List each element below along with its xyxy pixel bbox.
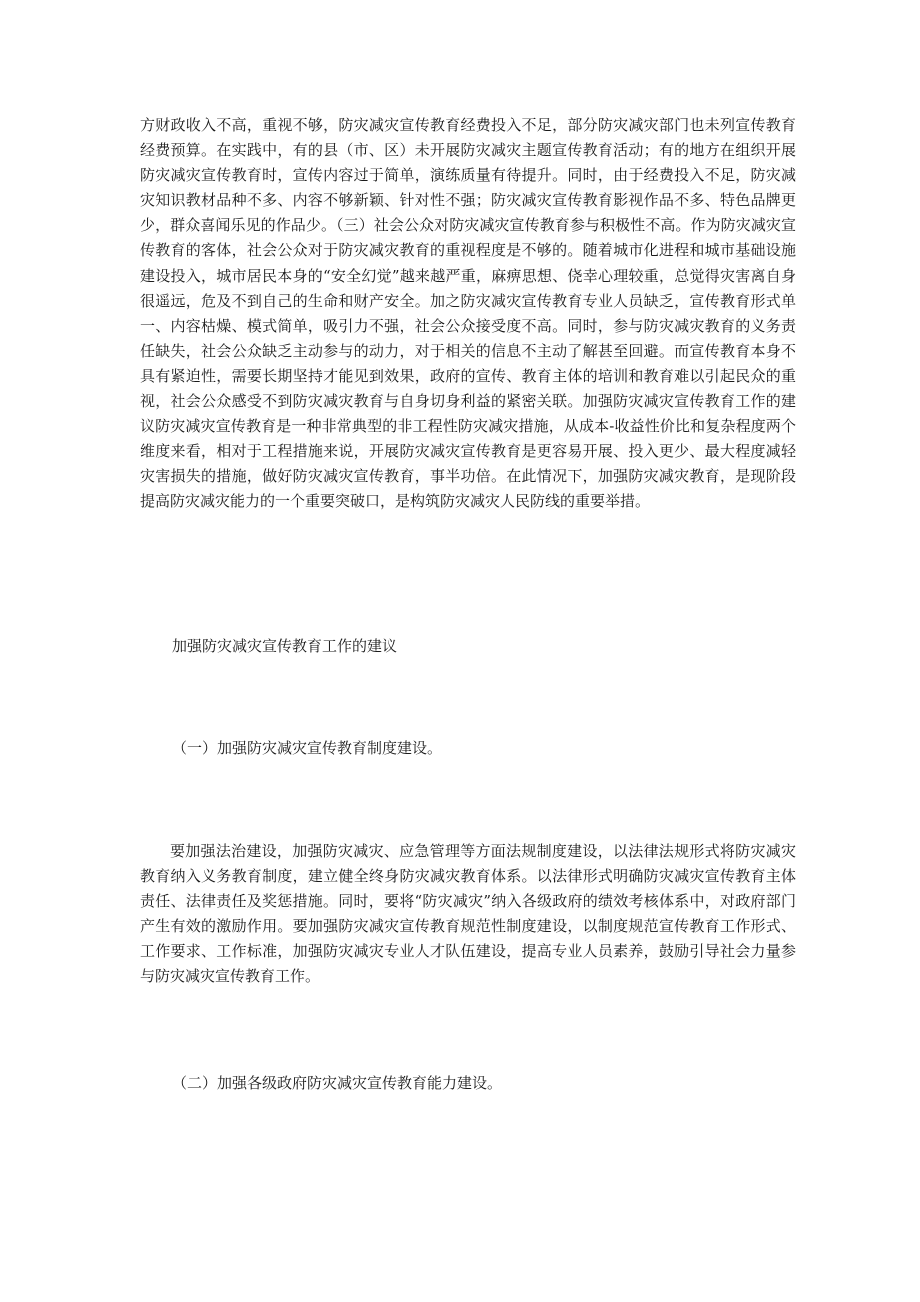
- subsection-heading-2: （二）加强各级政府防灾减灾宣传教育能力建设。: [172, 1074, 503, 1092]
- section-heading: 加强防灾减灾宣传教育工作的建议: [172, 637, 398, 655]
- body-paragraph-1: 方财政收入不高，重视不够，防灾减灾宣传教育经费投入不足，部分防灾减灾部门也未列宣传教育经费预算。在实践中，有的县（市、区）未开展防灾减灾主题宣传教育活动；有的地方在组织开展防灾减灾宣传教育时，宣传内容过于简单，演练质量有待提升。同时，由于经费投入不足，防灾减灾知识教材品种不多、内容不够新颖、针对性不强；防灾减灾宣传教育影视作品不多、特色品牌更少，群众喜闻乐见的作品少。（三）社会公众对防灾减灾宣传教育参与积极性不高。作为防灾减灾宣传教育的客体，社会公众对于防灾减灾教育的重视程度是不够的。随着城市化进程和城市基础设施建设投入，城市居民本身的“安全幻觉”越来越严重，麻痹思想、侥幸心理较重，总觉得灾害离自身很遥远，危及不到自己的生命和财产安全。加之防灾减灾宣传教育专业人员缺乏，宣传教育形式单一、内容枯燥、模式简单，吸引力不强，社会公众接受度不高。同时，参与防灾减灾教育的义务责任缺失，社会公众缺乏主动参与的动力，对于相关的信息不主动了解甚至回避。而宣传教育本身不具有紧迫性，需要长期坚持才能见到效果，政府的宣传、教育主体的培训和教育难以引起民众的重视，社会公众感受不到防灾减灾教育与自身切身利益的紧密关联。加强防灾减灾宣传教育工作的建议防灾减灾宣传教育是一种非常典型的非工程性防灾减灾措施，从成本-收益性价比和复杂程度两个维度来看，相对于工程措施来说，开展防灾减灾宣传教育是更容易开展、投入更少、最大程度减轻灾害损失的措施，做好防灾减灾宣传教育，事半功倍。在此情况下，加强防灾减灾教育，是现阶段提高防灾减灾能力的一个重要突破口，是构筑防灾减灾人民防线的重要举措。: [140, 116, 796, 511]
- subsection-heading-1: （一）加强防灾减灾宣传教育制度建设。: [172, 739, 443, 757]
- body-paragraph-2: 要加强法治建设，加强防灾减灾、应急管理等方面法规制度建设，以法律法规形式将防灾减灾教育纳入义务教育制度，建立健全终身防灾减灾教育体系。以法律形式明确防灾减灾宣传教育主体责任、法律责任及奖惩措施。同时，要将“防灾减灾”纳入各级政府的绩效考核体系中，对政府部门产生有效的激励作用。要加强防灾减灾宣传教育规范性制度建设，以制度规范宣传教育工作形式、工作要求、工作标准，加强防灾减灾专业人才队伍建设，提高专业人员素养，鼓励引导社会力量参与防灾减灾宣传教育工作。: [140, 842, 796, 986]
